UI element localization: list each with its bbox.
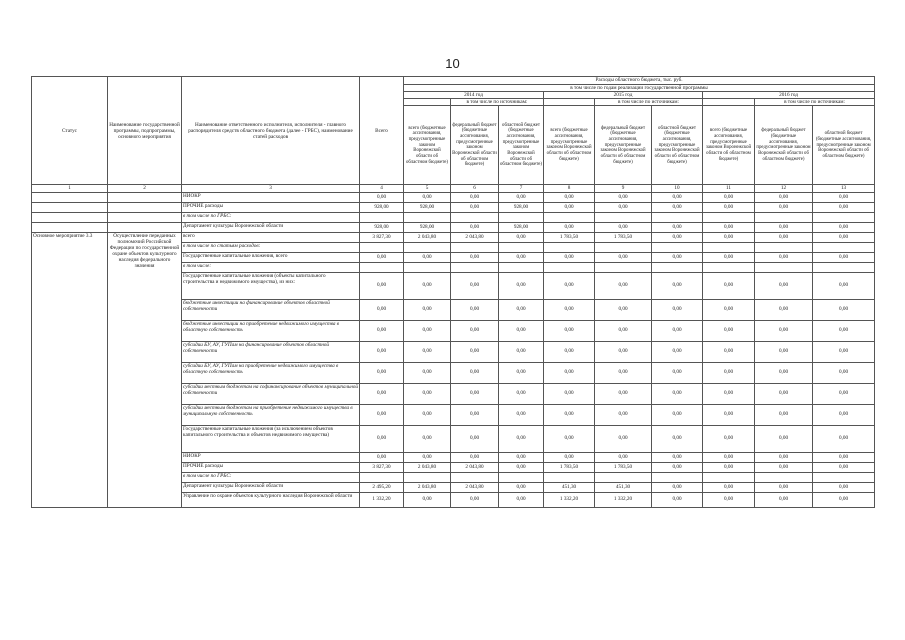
value-cell: 0,00 — [813, 482, 875, 492]
value-cell: 0,00 — [595, 452, 652, 462]
value-cell: 0,00 — [755, 272, 813, 299]
value-cell: 0,00 — [813, 341, 875, 362]
row-label: НИОКР — [182, 452, 360, 462]
value-cell: 451,30 — [544, 482, 595, 492]
value-cell — [813, 262, 875, 272]
value-cell: 0,00 — [703, 272, 755, 299]
status-cell — [32, 212, 108, 222]
value-cell: 0,00 — [703, 299, 755, 320]
header-total: Всего — [360, 77, 404, 185]
row-label: Управление по охране объектов культурного наследия Воронежской области — [182, 492, 360, 507]
value-cell: 2 043,80 — [404, 482, 451, 492]
header-federal-2015: федеральный бюджет (бюджетные ассигнования, предусмотренные законом Воронежской области об областном бюджете) — [595, 106, 652, 185]
table-row — [32, 222, 875, 232]
value-cell: 2 043,80 — [451, 232, 499, 242]
header-federal-2014: федеральный бюджет (бюджетные ассигнования, предусмотренные законом Воронежской области об областном бюджете) — [451, 106, 499, 185]
value-cell: 0,00 — [451, 272, 499, 299]
value-cell: 3 827,30 — [360, 462, 404, 472]
row-label: субсидии БУ, АУ, ГУПам на финансирование объектов областной собственности — [182, 341, 360, 362]
value-cell: 0,00 — [451, 202, 499, 212]
value-cell: 0,00 — [755, 299, 813, 320]
header-federal-2016: федеральный бюджет (бюджетные ассигнования, предусмотренные законом Воронежской области об областном бюджете) — [755, 106, 813, 185]
value-cell: 0,00 — [404, 404, 451, 425]
value-cell: 0,00 — [703, 452, 755, 462]
column-number: 4 — [360, 185, 404, 192]
value-cell: 0,00 — [544, 202, 595, 212]
program-cell — [108, 222, 182, 232]
value-cell: 1 783,50 — [544, 462, 595, 472]
value-cell: 0,00 — [544, 404, 595, 425]
row-label: бюджетные инвестиции на финансирование объектов областной собственности — [182, 299, 360, 320]
value-cell: 0,00 — [652, 404, 703, 425]
row-label: Государственные капитальные вложения (объекты капитального строительства и недвижимого имущества), из них: — [182, 272, 360, 299]
column-number: 9 — [595, 185, 652, 192]
value-cell: 1 332,20 — [595, 492, 652, 507]
value-cell: 0,00 — [595, 320, 652, 341]
value-cell: 0,00 — [813, 425, 875, 452]
value-cell: 0,00 — [404, 320, 451, 341]
value-cell — [499, 242, 544, 252]
value-cell — [813, 472, 875, 482]
column-number: 5 — [404, 185, 451, 192]
value-cell: 0,00 — [703, 425, 755, 452]
value-cell: 0,00 — [652, 192, 703, 202]
value-cell: 0,00 — [595, 362, 652, 383]
value-cell — [544, 212, 595, 222]
header-expenses-title: Расходы областного бюджета, тыс. руб. — [404, 77, 875, 85]
value-cell: 0,00 — [755, 341, 813, 362]
value-cell: 0,00 — [652, 425, 703, 452]
status-cell — [32, 192, 108, 202]
value-cell: 0,00 — [703, 404, 755, 425]
value-cell: 0,00 — [360, 320, 404, 341]
value-cell: 0,00 — [451, 404, 499, 425]
row-label: в том числе по ГРБС: — [182, 212, 360, 222]
value-cell: 0,00 — [404, 452, 451, 462]
value-cell: 2 043,80 — [451, 482, 499, 492]
value-cell — [499, 212, 544, 222]
header-by-years: в том числе по годам реализации государственной программы — [404, 85, 875, 92]
budget-table — [31, 76, 875, 508]
value-cell: 0,00 — [451, 252, 499, 262]
value-cell: 0,00 — [652, 383, 703, 404]
value-cell: 0,00 — [360, 362, 404, 383]
value-cell: 0,00 — [595, 425, 652, 452]
value-cell: 0,00 — [544, 383, 595, 404]
table-row — [32, 232, 875, 242]
value-cell: 0,00 — [404, 252, 451, 262]
column-number: 8 — [544, 185, 595, 192]
value-cell — [451, 242, 499, 252]
value-cell: 0,00 — [703, 482, 755, 492]
value-cell — [703, 242, 755, 252]
value-cell: 0,00 — [499, 482, 544, 492]
value-cell: 0,00 — [404, 192, 451, 202]
value-cell — [451, 262, 499, 272]
value-cell — [755, 212, 813, 222]
value-cell: 0,00 — [404, 383, 451, 404]
value-cell: 0,00 — [544, 222, 595, 232]
value-cell: 0,00 — [499, 192, 544, 202]
value-cell — [703, 262, 755, 272]
table-row — [32, 212, 875, 222]
value-cell — [595, 242, 652, 252]
value-cell: 0,00 — [360, 383, 404, 404]
column-number: 11 — [703, 185, 755, 192]
value-cell: 0,00 — [451, 362, 499, 383]
value-cell: 0,00 — [703, 252, 755, 262]
value-cell — [360, 262, 404, 272]
table-row — [32, 192, 875, 202]
value-cell: 0,00 — [404, 299, 451, 320]
value-cell: 928,00 — [404, 202, 451, 212]
value-cell: 0,00 — [755, 252, 813, 262]
value-cell: 2 043,80 — [404, 462, 451, 472]
value-cell: 0,00 — [499, 299, 544, 320]
value-cell: 928,00 — [360, 202, 404, 212]
main-activity-name: Осуществление переданных полномочий Российской Федерации по государственной охране объектов культурного наследия федерального значения — [108, 232, 182, 507]
column-number: 6 — [451, 185, 499, 192]
value-cell: 0,00 — [499, 272, 544, 299]
column-number: 3 — [182, 185, 360, 192]
header-year-2015: 2015 год — [544, 92, 703, 99]
value-cell: 0,00 — [451, 222, 499, 232]
value-cell: 0,00 — [813, 232, 875, 242]
value-cell: 0,00 — [360, 425, 404, 452]
value-cell: 0,00 — [404, 341, 451, 362]
value-cell: 0,00 — [451, 383, 499, 404]
value-cell — [404, 212, 451, 222]
value-cell: 0,00 — [595, 202, 652, 212]
value-cell — [652, 212, 703, 222]
value-cell: 0,00 — [544, 362, 595, 383]
row-label: НИОКР — [182, 192, 360, 202]
program-cell — [108, 192, 182, 202]
value-cell: 0,00 — [544, 341, 595, 362]
header-regional-2016: областной бюджет (бюджетные ассигнования, предусмотренные законом Воронежской области об областном бюджете) — [813, 106, 875, 185]
program-cell — [108, 202, 182, 212]
header-executor: Наименование ответственного исполнителя, исполнителя - главного распорядителя средств областного бюджета (далее - ГРБС), наименование статей расходов — [182, 77, 360, 185]
value-cell: 0,00 — [360, 252, 404, 262]
value-cell: 0,00 — [544, 272, 595, 299]
value-cell — [499, 472, 544, 482]
header-all-2015: всего (бюджетные ассигнования, предусмотренные законом Воронежской области об областном бюджете) — [544, 106, 595, 185]
value-cell: 0,00 — [544, 320, 595, 341]
value-cell — [404, 262, 451, 272]
value-cell: 0,00 — [499, 492, 544, 507]
value-cell: 0,00 — [703, 462, 755, 472]
header-all-2016: всего (бюджетные ассигнования, предусмотренные законом Воронежской области об областном бюджете) — [703, 106, 755, 185]
header-sources-2016: в том числе по источникам: — [755, 99, 875, 106]
value-cell: 0,00 — [451, 341, 499, 362]
value-cell: 0,00 — [703, 492, 755, 507]
header-status: Статус — [32, 77, 108, 185]
value-cell: 2 495,20 — [360, 482, 404, 492]
row-label: субсидии местным бюджетам на приобретение недвижимого имущества в муниципальную собственность — [182, 404, 360, 425]
value-cell: 0,00 — [499, 320, 544, 341]
value-cell: 0,00 — [499, 452, 544, 462]
value-cell: 0,00 — [451, 425, 499, 452]
row-label: ПРОЧИЕ расходы — [182, 202, 360, 212]
header-sources-2015: в том числе по источникам: — [595, 99, 703, 106]
value-cell: 0,00 — [404, 272, 451, 299]
value-cell: 2 043,80 — [404, 232, 451, 242]
value-cell: 1 783,50 — [595, 232, 652, 242]
value-cell: 0,00 — [595, 404, 652, 425]
value-cell: 451,30 — [595, 482, 652, 492]
row-label: в том числе по ГРБС: — [182, 472, 360, 482]
value-cell: 0,00 — [813, 272, 875, 299]
value-cell — [360, 472, 404, 482]
value-cell — [360, 242, 404, 252]
value-cell: 0,00 — [652, 252, 703, 262]
value-cell — [404, 242, 451, 252]
value-cell: 1 783,50 — [595, 462, 652, 472]
row-label: Департамент культуры Воронежской области — [182, 222, 360, 232]
value-cell: 0,00 — [813, 202, 875, 212]
value-cell: 0,00 — [404, 425, 451, 452]
value-cell: 0,00 — [499, 404, 544, 425]
value-cell: 0,00 — [813, 362, 875, 383]
value-cell — [703, 212, 755, 222]
value-cell — [652, 242, 703, 252]
value-cell: 0,00 — [595, 341, 652, 362]
row-label: Государственные капитальные вложения (за исключением объектов капитального строительства и объектов недвижимого имущества) — [182, 425, 360, 452]
value-cell: 0,00 — [703, 192, 755, 202]
value-cell: 3 827,30 — [360, 232, 404, 242]
value-cell: 928,00 — [499, 222, 544, 232]
value-cell: 0,00 — [451, 452, 499, 462]
value-cell: 928,00 — [404, 222, 451, 232]
value-cell: 0,00 — [755, 232, 813, 242]
header-year-2014: 2014 год — [404, 92, 544, 99]
program-cell — [108, 212, 182, 222]
value-cell — [703, 472, 755, 482]
value-cell: 0,00 — [652, 341, 703, 362]
column-number: 12 — [755, 185, 813, 192]
status-cell — [32, 202, 108, 212]
column-number: 7 — [499, 185, 544, 192]
row-label: в том числе по статьям расходов: — [182, 242, 360, 252]
value-cell: 0,00 — [652, 320, 703, 341]
value-cell: 0,00 — [703, 222, 755, 232]
value-cell: 0,00 — [451, 492, 499, 507]
value-cell — [652, 262, 703, 272]
value-cell: 0,00 — [499, 232, 544, 242]
value-cell: 0,00 — [755, 320, 813, 341]
value-cell: 1 332,20 — [544, 492, 595, 507]
value-cell: 0,00 — [755, 383, 813, 404]
value-cell: 0,00 — [755, 222, 813, 232]
value-cell: 0,00 — [544, 192, 595, 202]
value-cell: 0,00 — [544, 252, 595, 262]
column-number: 2 — [108, 185, 182, 192]
value-cell: 0,00 — [652, 272, 703, 299]
value-cell: 0,00 — [360, 341, 404, 362]
value-cell — [499, 262, 544, 272]
value-cell: 0,00 — [595, 383, 652, 404]
value-cell: 0,00 — [703, 362, 755, 383]
row-label: субсидии местным бюджетам на софинансирование объектов муниципальной собственности — [182, 383, 360, 404]
value-cell: 0,00 — [451, 320, 499, 341]
row-label: Государственные капитальные вложения, всего — [182, 252, 360, 262]
value-cell: 0,00 — [595, 192, 652, 202]
value-cell: 0,00 — [755, 362, 813, 383]
value-cell: 0,00 — [755, 425, 813, 452]
value-cell: 0,00 — [813, 252, 875, 262]
column-numbers-row — [32, 185, 875, 192]
value-cell — [544, 262, 595, 272]
header-regional-2015: областной бюджет (бюджетные ассигнования, предусмотренные законом Воронежской области об областном бюджете) — [652, 106, 703, 185]
value-cell: 928,00 — [499, 202, 544, 212]
value-cell: 2 043,80 — [451, 462, 499, 472]
value-cell: 0,00 — [703, 232, 755, 242]
value-cell: 0,00 — [544, 452, 595, 462]
value-cell: 0,00 — [652, 492, 703, 507]
header-year-2016: 2016 год — [703, 92, 875, 99]
row-label: в том числе: — [182, 262, 360, 272]
column-number: 10 — [652, 185, 703, 192]
value-cell — [360, 212, 404, 222]
value-cell: 0,00 — [813, 383, 875, 404]
value-cell: 0,00 — [652, 362, 703, 383]
value-cell: 0,00 — [360, 299, 404, 320]
value-cell: 1 332,20 — [360, 492, 404, 507]
value-cell: 0,00 — [755, 452, 813, 462]
value-cell: 0,00 — [595, 252, 652, 262]
value-cell: 0,00 — [595, 272, 652, 299]
value-cell: 0,00 — [499, 462, 544, 472]
value-cell: 0,00 — [703, 383, 755, 404]
value-cell: 0,00 — [755, 462, 813, 472]
value-cell — [404, 472, 451, 482]
value-cell: 0,00 — [755, 202, 813, 212]
row-label: Департамент культуры Воронежской области — [182, 482, 360, 492]
header-sources-2014: в том числе по источникам: — [451, 99, 544, 106]
value-cell: 1 783,50 — [544, 232, 595, 242]
value-cell: 0,00 — [451, 192, 499, 202]
value-cell: 0,00 — [755, 404, 813, 425]
value-cell: 0,00 — [813, 462, 875, 472]
value-cell: 0,00 — [544, 299, 595, 320]
value-cell: 0,00 — [595, 222, 652, 232]
main-activity-status: Основное мероприятие 3.3 — [32, 232, 108, 507]
value-cell: 0,00 — [703, 341, 755, 362]
value-cell: 0,00 — [499, 383, 544, 404]
value-cell — [595, 212, 652, 222]
value-cell: 0,00 — [404, 362, 451, 383]
value-cell: 0,00 — [755, 192, 813, 202]
value-cell — [544, 242, 595, 252]
header-all-2014: всего (бюджетные ассигнования, предусмотренные законом Воронежской области об областном бюджете) — [404, 106, 451, 185]
value-cell: 0,00 — [813, 299, 875, 320]
value-cell: 0,00 — [544, 425, 595, 452]
value-cell: 0,00 — [360, 452, 404, 462]
value-cell — [595, 262, 652, 272]
value-cell: 0,00 — [703, 320, 755, 341]
row-label: ПРОЧИЕ расходы — [182, 462, 360, 472]
value-cell: 0,00 — [652, 202, 703, 212]
row-label: бюджетные инвестиции на приобретение недвижимого имущества в областную собственность — [182, 320, 360, 341]
value-cell: 0,00 — [652, 232, 703, 242]
value-cell: 0,00 — [360, 192, 404, 202]
column-number: 13 — [813, 185, 875, 192]
value-cell: 0,00 — [652, 462, 703, 472]
value-cell — [451, 472, 499, 482]
value-cell — [544, 472, 595, 482]
value-cell: 0,00 — [499, 252, 544, 262]
value-cell: 0,00 — [499, 362, 544, 383]
row-label: субсидии БУ, АУ, ГУПам на приобретение недвижимого имущества в областную собственность — [182, 362, 360, 383]
value-cell: 0,00 — [813, 222, 875, 232]
value-cell: 0,00 — [360, 404, 404, 425]
header-regional-2014: областной бюджет (бюджетные ассигнования, предусмотренные законом Воронежской области об областном бюджете) — [499, 106, 544, 185]
value-cell: 0,00 — [595, 299, 652, 320]
value-cell: 0,00 — [755, 492, 813, 507]
value-cell: 0,00 — [755, 482, 813, 492]
value-cell: 0,00 — [652, 452, 703, 462]
page-number: 10 — [445, 56, 460, 71]
value-cell: 0,00 — [451, 299, 499, 320]
value-cell: 0,00 — [360, 272, 404, 299]
header-program: Наименование государственной программы, подпрограммы, основного мероприятия — [108, 77, 182, 185]
column-number: 1 — [32, 185, 108, 192]
value-cell — [813, 242, 875, 252]
value-cell: 0,00 — [652, 222, 703, 232]
value-cell: 0,00 — [652, 482, 703, 492]
table-row — [32, 202, 875, 212]
value-cell — [755, 262, 813, 272]
row-label: всего — [182, 232, 360, 242]
value-cell — [755, 242, 813, 252]
value-cell — [451, 212, 499, 222]
value-cell — [813, 212, 875, 222]
value-cell: 0,00 — [703, 202, 755, 212]
value-cell: 0,00 — [813, 452, 875, 462]
value-cell: 0,00 — [813, 192, 875, 202]
value-cell: 0,00 — [499, 425, 544, 452]
value-cell: 0,00 — [404, 492, 451, 507]
value-cell: 0,00 — [813, 320, 875, 341]
value-cell: 0,00 — [499, 341, 544, 362]
value-cell — [755, 472, 813, 482]
value-cell: 0,00 — [813, 404, 875, 425]
status-cell — [32, 222, 108, 232]
value-cell — [595, 472, 652, 482]
value-cell: 0,00 — [813, 492, 875, 507]
value-cell: 0,00 — [652, 299, 703, 320]
value-cell — [652, 472, 703, 482]
value-cell: 928,00 — [360, 222, 404, 232]
